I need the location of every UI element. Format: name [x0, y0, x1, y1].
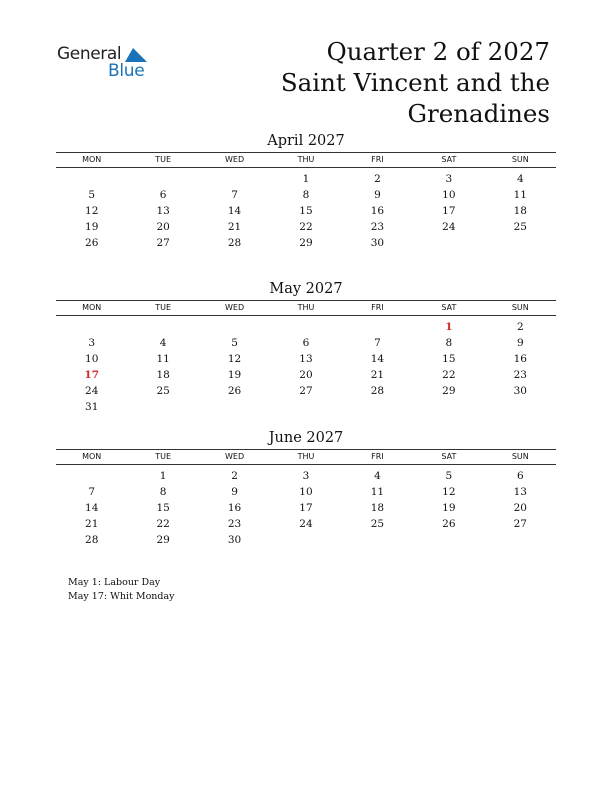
weekday-label: SUN	[511, 452, 529, 461]
holiday-notes	[68, 576, 175, 603]
empty-day-cell	[413, 235, 484, 251]
day-cell: 10	[299, 486, 313, 498]
week-row	[56, 351, 556, 367]
day-cell: 20	[299, 369, 313, 381]
day-cell: 19	[227, 369, 242, 381]
day-cell: 16	[227, 502, 242, 514]
day-cell: 2	[516, 321, 524, 333]
day-cell: 13	[156, 205, 170, 217]
title-line-2: Saint Vincent and the	[280, 68, 550, 97]
week-row	[56, 235, 556, 251]
day-cell: 20	[513, 502, 527, 514]
weekday-label: FRI	[371, 155, 384, 164]
month-april	[56, 131, 556, 251]
day-cell: 22	[299, 221, 313, 233]
day-cell: 5	[88, 189, 96, 201]
day-cell: 12	[85, 205, 99, 217]
logo-triangle-icon	[125, 48, 147, 62]
holiday-day-cell: 1	[445, 321, 453, 333]
empty-day-cell	[199, 319, 270, 335]
month-june	[56, 428, 556, 548]
day-cell: 21	[85, 518, 99, 530]
day-cell: 11	[370, 486, 385, 498]
day-cell: 15	[299, 205, 313, 217]
empty-day-cell	[485, 235, 556, 251]
weekday-header	[56, 300, 556, 316]
day-cell: 12	[442, 486, 456, 498]
day-cell: 11	[513, 189, 527, 201]
day-cell: 22	[442, 369, 456, 381]
day-cell: 19	[442, 502, 456, 514]
day-cell: 30	[513, 385, 527, 397]
day-cell: 24	[85, 385, 99, 397]
day-cell: 6	[302, 337, 310, 349]
month-title: June 2027	[268, 430, 344, 446]
day-cell: 25	[513, 221, 527, 233]
empty-day-cell	[485, 399, 556, 415]
month-title: April 2027	[267, 133, 345, 149]
week-row	[56, 532, 556, 548]
week-row	[56, 319, 556, 335]
week-row	[56, 399, 556, 415]
empty-day-cell	[56, 319, 127, 335]
day-cell: 24	[299, 518, 313, 530]
day-cell: 29	[299, 237, 313, 249]
empty-day-cell	[127, 319, 198, 335]
day-cell: 29	[442, 385, 456, 397]
day-cell: 7	[88, 486, 96, 498]
day-cell: 19	[85, 221, 99, 233]
empty-day-cell	[199, 171, 270, 187]
day-cell: 26	[227, 385, 242, 397]
weekday-label: SAT	[441, 155, 457, 164]
weekday-label: TUE	[155, 303, 172, 312]
day-cell: 9	[516, 337, 524, 349]
day-cell: 15	[156, 502, 170, 514]
day-cell: 18	[156, 369, 170, 381]
day-cell: 18	[370, 502, 385, 514]
title-line-3: Grenadines	[407, 99, 550, 128]
empty-day-cell	[127, 399, 198, 415]
day-cell: 17	[299, 502, 313, 514]
day-cell: 31	[85, 401, 99, 413]
day-cell: 9	[374, 189, 381, 201]
day-cell: 8	[445, 337, 453, 349]
weekday-label: SAT	[441, 303, 457, 312]
day-cell: 22	[156, 518, 170, 530]
day-cell: 2	[231, 470, 238, 482]
empty-day-cell	[342, 319, 413, 335]
day-cell: 16	[370, 205, 385, 217]
day-cell: 6	[516, 470, 524, 482]
day-cell: 10	[442, 189, 456, 201]
weekday-label: MON	[82, 155, 102, 164]
day-cell: 8	[159, 486, 167, 498]
day-cell: 26	[85, 237, 99, 249]
logo-word-general: General	[57, 44, 122, 64]
day-cell: 4	[159, 337, 167, 349]
day-cell: 7	[374, 337, 381, 349]
day-cell: 26	[442, 518, 456, 530]
day-cell: 27	[156, 237, 170, 249]
day-cell: 18	[513, 205, 527, 217]
week-row	[56, 500, 556, 516]
weekday-label: FRI	[371, 452, 384, 461]
day-cell: 21	[227, 221, 242, 233]
empty-day-cell	[270, 319, 341, 335]
weekday-label: MON	[82, 452, 102, 461]
week-row	[56, 219, 556, 235]
day-cell: 15	[442, 353, 456, 365]
day-cell: 1	[302, 173, 310, 185]
day-cell: 23	[513, 369, 527, 381]
day-cell: 23	[370, 221, 385, 233]
day-cell: 11	[156, 353, 170, 365]
day-cell: 25	[156, 385, 170, 397]
day-cell: 14	[227, 205, 242, 217]
weekday-label: MON	[82, 303, 102, 312]
holiday-note: May 17: Whit Monday	[68, 590, 175, 602]
weekday-label: WED	[225, 155, 245, 164]
day-cell: 28	[85, 534, 99, 546]
day-cell: 30	[227, 534, 242, 546]
weekday-label: TUE	[155, 452, 172, 461]
day-cell: 2	[374, 173, 381, 185]
week-row	[56, 187, 556, 203]
day-cell: 13	[513, 486, 527, 498]
logo-word-blue: Blue	[108, 61, 145, 81]
title-line-1: Quarter 2 of 2027	[326, 37, 550, 66]
empty-day-cell	[270, 399, 341, 415]
week-row	[56, 484, 556, 500]
day-cell: 4	[374, 470, 381, 482]
day-cell: 8	[302, 189, 310, 201]
week-row	[56, 383, 556, 399]
day-cell: 4	[516, 173, 524, 185]
empty-day-cell	[342, 532, 413, 548]
empty-day-cell	[56, 468, 127, 484]
month-may	[56, 279, 556, 415]
day-cell: 27	[299, 385, 313, 397]
week-row	[56, 468, 556, 484]
day-cell: 13	[299, 353, 313, 365]
empty-day-cell	[199, 399, 270, 415]
week-row	[56, 171, 556, 187]
day-cell: 29	[156, 534, 170, 546]
day-cell: 24	[442, 221, 456, 233]
day-cell: 12	[227, 353, 242, 365]
day-cell: 9	[231, 486, 238, 498]
day-cell: 1	[159, 470, 167, 482]
day-cell: 27	[513, 518, 527, 530]
weekday-label: WED	[225, 452, 245, 461]
empty-day-cell	[56, 171, 127, 187]
weekday-label: THU	[297, 452, 315, 461]
day-cell: 21	[370, 369, 385, 381]
day-cell: 3	[302, 470, 310, 482]
weekday-label: SAT	[441, 452, 457, 461]
week-row	[56, 203, 556, 219]
page-title	[230, 36, 550, 129]
day-cell: 14	[85, 502, 99, 514]
day-cell: 28	[370, 385, 385, 397]
weekday-label: THU	[297, 155, 315, 164]
empty-day-cell	[342, 399, 413, 415]
empty-day-cell	[127, 171, 198, 187]
day-cell: 20	[156, 221, 170, 233]
empty-day-cell	[270, 532, 341, 548]
empty-day-cell	[485, 532, 556, 548]
day-cell: 6	[159, 189, 167, 201]
day-cell: 10	[85, 353, 99, 365]
month-title: May 2027	[269, 281, 343, 297]
week-row	[56, 335, 556, 351]
weekday-header	[56, 152, 556, 168]
holiday-note: May 1: Labour Day	[68, 577, 161, 588]
empty-day-cell	[413, 532, 484, 548]
weekday-label: THU	[297, 303, 315, 312]
day-cell: 3	[445, 173, 453, 185]
day-cell: 23	[227, 518, 242, 530]
weekday-label: FRI	[371, 303, 384, 312]
day-cell: 25	[370, 518, 385, 530]
day-cell: 28	[227, 237, 242, 249]
day-cell: 17	[442, 205, 456, 217]
week-row	[56, 516, 556, 532]
weekday-label: WED	[225, 303, 245, 312]
day-cell: 3	[88, 337, 96, 349]
day-cell: 14	[370, 353, 385, 365]
holiday-day-cell: 17	[84, 369, 100, 381]
day-cell: 16	[513, 353, 527, 365]
weekday-header	[56, 449, 556, 465]
day-cell: 7	[231, 189, 238, 201]
day-cell: 30	[370, 237, 385, 249]
weekday-label: TUE	[155, 155, 172, 164]
weekday-label: SUN	[511, 155, 529, 164]
week-row	[56, 367, 556, 383]
empty-day-cell	[413, 399, 484, 415]
generalblue-logo	[57, 44, 157, 84]
day-cell: 5	[231, 337, 238, 349]
weekday-label: SUN	[511, 303, 529, 312]
day-cell: 5	[445, 470, 453, 482]
